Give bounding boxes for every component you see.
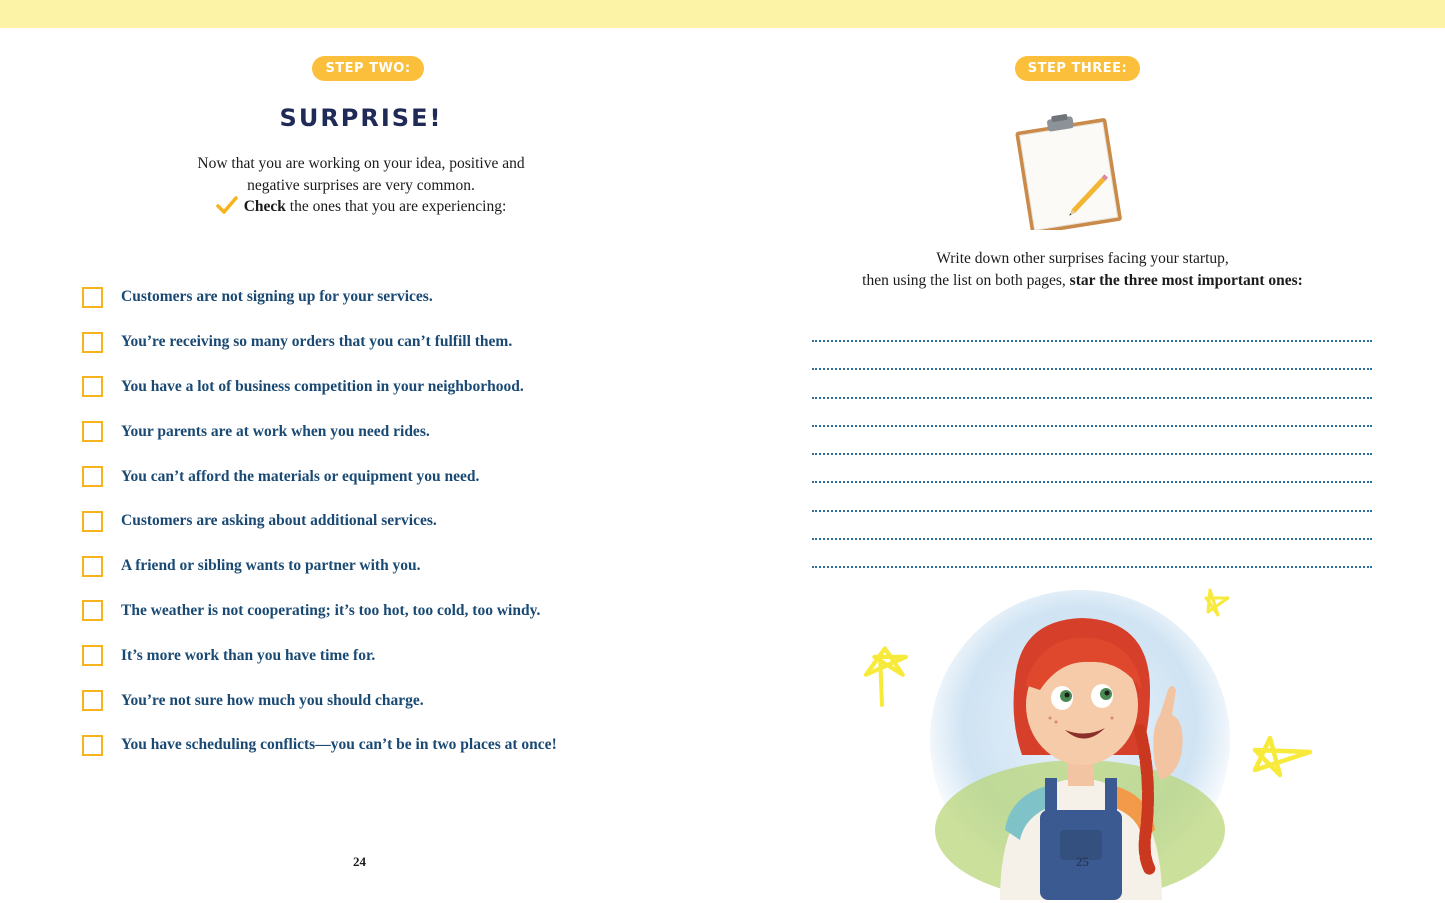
star-icon bbox=[866, 649, 906, 675]
list-item bbox=[82, 723, 642, 768]
checkbox[interactable] bbox=[82, 332, 103, 353]
check-instruction bbox=[160, 196, 562, 218]
checkmark-icon bbox=[216, 196, 238, 214]
step-three-label: STEP THREE: bbox=[1015, 56, 1140, 81]
checkbox[interactable] bbox=[82, 600, 103, 621]
check-word: Check bbox=[243, 198, 286, 215]
writing-line[interactable] bbox=[812, 427, 1372, 455]
checkbox[interactable] bbox=[82, 690, 103, 711]
item-label: You have scheduling conflicts—you can’t be in two places at once! bbox=[121, 736, 557, 754]
checkbox[interactable] bbox=[82, 466, 103, 487]
list-item bbox=[82, 589, 642, 634]
item-label: You’re not sure how much you should charge. bbox=[121, 691, 424, 709]
item-label: Customers are asking about additional services. bbox=[121, 512, 437, 530]
girl-illustration bbox=[850, 580, 1330, 900]
clipboard-icon bbox=[1005, 110, 1135, 230]
list-item bbox=[82, 678, 642, 723]
star-icon bbox=[1255, 738, 1310, 775]
item-label: It’s more work than you have time for. bbox=[121, 646, 376, 664]
star-icon bbox=[1206, 590, 1228, 615]
item-label: You can’t afford the materials or equipment you need. bbox=[121, 467, 480, 485]
prompt-text bbox=[820, 248, 1345, 292]
star-icon bbox=[880, 655, 882, 705]
item-label: The weather is not cooperating; it’s too hot, too cold, too windy. bbox=[121, 601, 541, 619]
prompt-line-2a: then using the list on both pages, bbox=[862, 272, 1070, 289]
writing-line[interactable] bbox=[812, 540, 1372, 568]
writing-line[interactable] bbox=[812, 342, 1372, 370]
list-item bbox=[82, 499, 642, 544]
intro-text bbox=[160, 153, 562, 218]
page-title: SURPRISE! bbox=[279, 104, 443, 132]
checkbox[interactable] bbox=[82, 735, 103, 756]
item-label: You’re receiving so many orders that you can’t fulfill them. bbox=[121, 333, 513, 351]
writing-line[interactable] bbox=[812, 370, 1372, 398]
checkbox[interactable] bbox=[82, 645, 103, 666]
page-number-left: 24 bbox=[353, 854, 366, 869]
writing-line[interactable] bbox=[812, 399, 1372, 427]
list-item bbox=[82, 454, 642, 499]
list-item bbox=[82, 275, 642, 320]
item-label: A friend or sibling wants to partner with you. bbox=[121, 557, 421, 575]
prompt-line-2 bbox=[820, 270, 1345, 292]
list-item bbox=[82, 633, 642, 678]
list-item bbox=[82, 365, 642, 410]
item-label: You have a lot of business competition in your neighborhood. bbox=[121, 377, 524, 395]
writing-line[interactable] bbox=[812, 455, 1372, 483]
item-label: Customers are not signing up for your services. bbox=[121, 288, 433, 306]
writing-line[interactable] bbox=[812, 483, 1372, 511]
prompt-line-1: Write down other surprises facing your startup, bbox=[936, 250, 1229, 267]
checkbox[interactable] bbox=[82, 287, 103, 308]
checkbox[interactable] bbox=[82, 556, 103, 577]
page-number-right: 25 bbox=[1076, 854, 1089, 869]
list-item bbox=[82, 544, 642, 589]
list-item bbox=[82, 409, 642, 454]
checkbox[interactable] bbox=[82, 421, 103, 442]
list-item bbox=[82, 320, 642, 365]
surprise-checklist bbox=[82, 275, 642, 768]
writing-lines bbox=[812, 340, 1372, 568]
intro-line-1: Now that you are working on your idea, positive and bbox=[197, 155, 525, 172]
top-color-band bbox=[0, 0, 1445, 28]
prompt-line-2b: star the three most important ones: bbox=[1069, 272, 1303, 289]
item-label: Your parents are at work when you need rides. bbox=[121, 422, 430, 440]
intro-line-2: negative surprises are very common. bbox=[247, 176, 475, 194]
checkbox[interactable] bbox=[82, 376, 103, 397]
checkbox[interactable] bbox=[82, 511, 103, 532]
step-two-label: STEP TWO: bbox=[312, 56, 424, 81]
writing-line[interactable] bbox=[812, 512, 1372, 540]
check-rest: the ones that you are experiencing: bbox=[285, 198, 507, 215]
